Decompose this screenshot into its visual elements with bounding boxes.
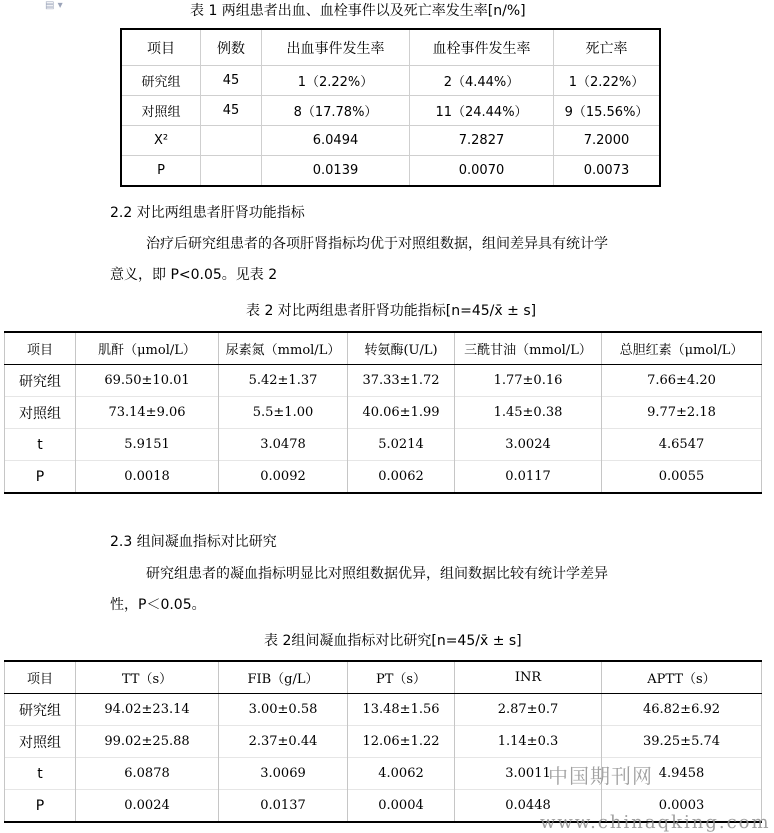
table-cell: t — [5, 429, 76, 461]
table-cell: 99.02±25.88 — [76, 726, 219, 758]
table-cell: 0.0070 — [410, 156, 554, 187]
table3 — [4, 660, 762, 823]
table2 — [4, 331, 762, 494]
table-cell: 0.0003 — [602, 790, 762, 823]
table-cell: 3.0024 — [455, 429, 602, 461]
table-cell: 11（24.44%） — [410, 96, 554, 126]
table-cell: 5.5±1.00 — [219, 397, 348, 429]
table-cell: 8（17.78%） — [262, 96, 410, 126]
watermark-url: www.chinaqking.com — [540, 812, 771, 833]
table-row — [121, 156, 660, 187]
column-header: 肌酐（μmol/L） — [76, 332, 219, 365]
table-cell: 0.0055 — [602, 461, 762, 494]
table-cell: 0.0073 — [554, 156, 661, 187]
table-cell: 0.0004 — [348, 790, 455, 823]
table-cell: X² — [121, 126, 201, 156]
table-cell: 9.77±2.18 — [602, 397, 762, 429]
table-cell: 研究组 — [5, 694, 76, 726]
table-cell: 对照组 — [5, 397, 76, 429]
table-cell: 45 — [201, 96, 262, 126]
table-cell: 39.25±5.74 — [602, 726, 762, 758]
section-heading: 2.3 组间凝血指标对比研究 — [110, 534, 277, 550]
table-cell: 3.0069 — [219, 758, 348, 790]
column-header: INR — [455, 661, 602, 694]
table-header-row — [5, 332, 762, 365]
table-cell: 73.14±9.06 — [76, 397, 219, 429]
table-cell: 3.0011 — [455, 758, 602, 790]
column-header: 尿素氮（mmol/L） — [219, 332, 348, 365]
table1 — [120, 28, 661, 187]
table-cell: 1（2.22%） — [554, 66, 661, 96]
table-cell: P — [121, 156, 201, 187]
table-row — [5, 694, 762, 726]
table3-caption: 表 2组间凝血指标对比研究[n=45/x̄ ± s] — [264, 633, 522, 649]
table-cell: 45 — [201, 66, 262, 96]
table-cell: 0.0448 — [455, 790, 602, 823]
column-header: TT（s） — [76, 661, 219, 694]
table-cell: 5.9151 — [76, 429, 219, 461]
column-header: 血栓事件发生率 — [410, 29, 554, 66]
table-cell: 2（4.44%） — [410, 66, 554, 96]
table-cell: 4.0062 — [348, 758, 455, 790]
table-cell: 7.2000 — [554, 126, 661, 156]
paragraph-line: 研究组患者的凝血指标明显比对照组数据优异，组间数据比较有统计学差异 — [146, 566, 608, 582]
column-header: 例数 — [201, 29, 262, 66]
table-cell — [201, 156, 262, 187]
table-row — [121, 96, 660, 126]
section-heading: 2.2 对比两组患者肝肾功能指标 — [110, 205, 305, 221]
watermark-text: 中国期刊网 — [548, 764, 653, 788]
table-cell: 5.42±1.37 — [219, 365, 348, 397]
table-cell: 0.0139 — [262, 156, 410, 187]
column-header: 总胆红素（μmol/L） — [602, 332, 762, 365]
column-header: 项目 — [121, 29, 201, 66]
table-cell: 37.33±1.72 — [348, 365, 455, 397]
document-icon: ▤ ▾ — [45, 0, 63, 11]
paragraph-line: 治疗后研究组患者的各项肝肾指标均优于对照组数据，组间差异具有统计学 — [146, 236, 608, 252]
table-cell: 4.6547 — [602, 429, 762, 461]
table-cell — [201, 126, 262, 156]
table-row — [121, 66, 660, 96]
table-cell: 1.45±0.38 — [455, 397, 602, 429]
table-cell: P — [5, 790, 76, 823]
table-row — [5, 726, 762, 758]
table-cell: 对照组 — [121, 96, 201, 126]
table-cell: 2.37±0.44 — [219, 726, 348, 758]
column-header: APTT（s） — [602, 661, 762, 694]
table-cell: 9（15.56%） — [554, 96, 661, 126]
table-cell: 7.2827 — [410, 126, 554, 156]
table-cell: 6.0878 — [76, 758, 219, 790]
table2-caption: 表 2 对比两组患者肝肾功能指标[n=45/x̄ ± s] — [246, 303, 537, 319]
table-cell: 3.00±0.58 — [219, 694, 348, 726]
column-header: PT（s） — [348, 661, 455, 694]
table-cell: 69.50±10.01 — [76, 365, 219, 397]
table-cell: 0.0092 — [219, 461, 348, 494]
table-cell: 3.0478 — [219, 429, 348, 461]
table-cell: P — [5, 461, 76, 494]
table-row — [5, 365, 762, 397]
table-header-row — [121, 29, 660, 66]
column-header: 项目 — [5, 661, 76, 694]
table-cell: 1（2.22%） — [262, 66, 410, 96]
column-header: FIB（g/L） — [219, 661, 348, 694]
table-cell: 4.9458 — [602, 758, 762, 790]
table-cell: 0.0117 — [455, 461, 602, 494]
column-header: 转氨酶(U/L) — [348, 332, 455, 365]
table-cell: 对照组 — [5, 726, 76, 758]
table-cell: t — [5, 758, 76, 790]
column-header: 三酰甘油（mmol/L） — [455, 332, 602, 365]
table-header-row — [5, 661, 762, 694]
table-cell: 0.0062 — [348, 461, 455, 494]
table-cell: 研究组 — [121, 66, 201, 96]
table-cell: 0.0024 — [76, 790, 219, 823]
paragraph-line: 性，P＜0.05。 — [110, 597, 206, 613]
table-cell: 1.14±0.3 — [455, 726, 602, 758]
column-header: 项目 — [5, 332, 76, 365]
table-cell: 46.82±6.92 — [602, 694, 762, 726]
table-cell: 6.0494 — [262, 126, 410, 156]
table-cell: 13.48±1.56 — [348, 694, 455, 726]
table-cell: 研究组 — [5, 365, 76, 397]
table-row — [5, 429, 762, 461]
table-cell: 2.87±0.7 — [455, 694, 602, 726]
table-row — [5, 790, 762, 823]
table-cell: 7.66±4.20 — [602, 365, 762, 397]
table-row — [5, 397, 762, 429]
table-row — [5, 461, 762, 494]
column-header: 出血事件发生率 — [262, 29, 410, 66]
table-row — [121, 126, 660, 156]
table-cell: 1.77±0.16 — [455, 365, 602, 397]
table-cell: 12.06±1.22 — [348, 726, 455, 758]
table-cell: 94.02±23.14 — [76, 694, 219, 726]
table-row — [5, 758, 762, 790]
table-cell: 40.06±1.99 — [348, 397, 455, 429]
paragraph-line: 意义，即 P<0.05。见表 2 — [110, 267, 278, 283]
table-cell: 5.0214 — [348, 429, 455, 461]
table-cell: 0.0137 — [219, 790, 348, 823]
table1-caption: 表 1 两组患者出血、血栓事件以及死亡率发生率[n/%] — [190, 3, 526, 19]
table-cell: 0.0018 — [76, 461, 219, 494]
column-header: 死亡率 — [554, 29, 661, 66]
